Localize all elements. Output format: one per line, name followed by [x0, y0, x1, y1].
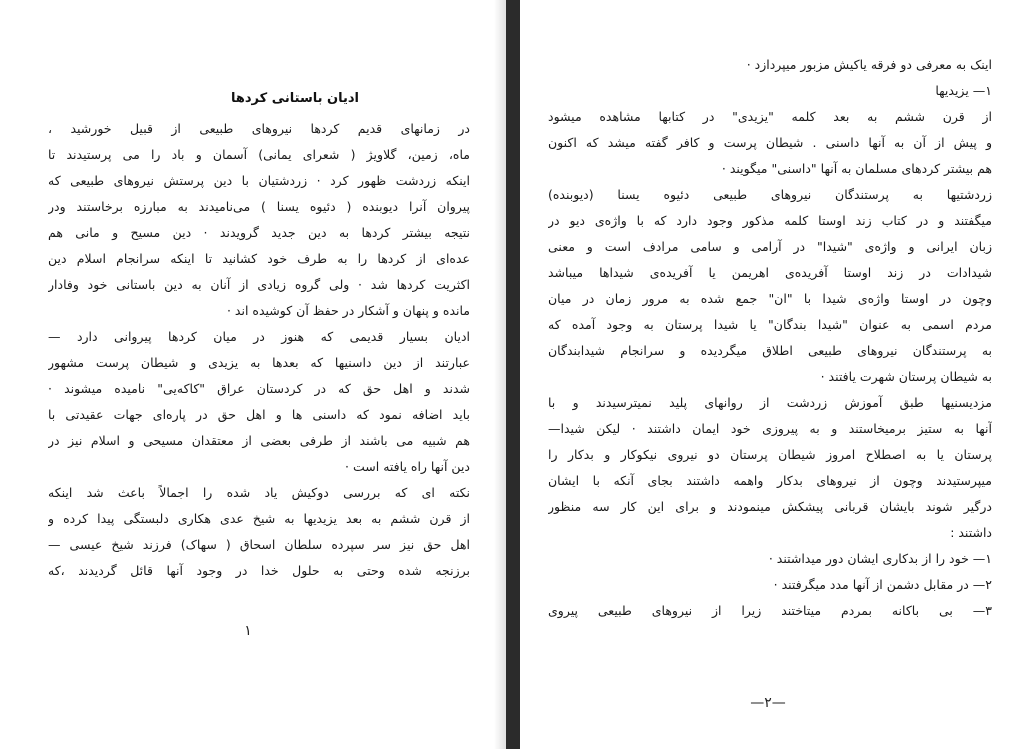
text-line: اینک به معرفی دو فرقه یاکیش مزبور میپردازد · — [746, 57, 992, 72]
text-line: عده‌ای از کردها را به طرف خود کشانید تا اینکه سرانجام اسلام دین — [48, 251, 470, 266]
chapter-title: ادیان باستانی کردها — [230, 91, 360, 106]
text-line: و پیش از آن به آنها داسنی . شیطان پرست و کافر گفته میشد که اکنون — [548, 135, 992, 150]
gutter-shadow — [494, 0, 506, 749]
text-line: میگفتند و در کتاب زند اوستا کلمه مذکور وجود دارد که با واژه‌ی دیو در — [548, 213, 992, 228]
text-line: مانده و پنهان و آشکار در حفظ آن کوشیده اند · — [226, 303, 470, 318]
text-line: شدند و اهل حق که در کردستان عراق "کاکه‌یی" نامیده میشوند · — [48, 381, 470, 396]
text-line: میپرستیدند وچون از نیروهای بدکار واهمه داشتند بجای آنکه با ایشان — [548, 473, 992, 488]
text-line: از قرن ششم به بعد یزیدیها به شیخ عدی هکاری دلبستگی پیدا کرده و — [48, 511, 470, 526]
text-line: اهل حق نیز سر سپرده سلطان اسحاق ( سهاک) فرزند شیخ عیسی — — [48, 537, 470, 552]
text-line: هم شبیه می باشند از طرفی بعضی از معتقدان مسیحی و اسلام نیز در — [48, 433, 470, 448]
text-line: اینکه زردشت ظهور کرد · زردشتیان با دین پرستش نیروهای طبیعی که — [48, 173, 470, 188]
text-line: وچون در اوستا واژه‌ی شیدا با "ان" جمع شده به مرور زمان در میان — [548, 291, 992, 306]
text-line: درگیر شوند بایشان قربانی پیشکش مینمودند و برای این کار سه منظور — [548, 499, 992, 514]
right-page-body — [548, 52, 992, 624]
right-page — [520, 0, 1024, 749]
list-item: ۱— خود را از بدکاری ایشان دور میداشتند · — [768, 551, 992, 566]
text-line: به پرستندگان نیروهای طبیعی اطلاق میگردیده و سرانجام شیدابندگان — [548, 343, 992, 358]
text-line: عبارتند از دین داسنیها که بعدها به یزیدی و شیطان پرست مشهور — [48, 355, 470, 370]
left-page — [0, 0, 506, 749]
text-line: آنها به ستیز برمیخاستند و به پیروزی خود ایمان داشتند · لیکن شیدا— — [548, 421, 992, 436]
text-line: اکثریت کردها شد · ولی گروه زیادی از آنان به دین باستانی خود وفادار — [48, 277, 470, 292]
text-line: دین آنها راه یافته است · — [345, 459, 470, 474]
text-line: هم بیشتر کردهای مسلمان به آنها "داسنی" میگویند · — [721, 161, 992, 176]
text-line: مزدیسنیها طبق آموزش زردشت از روانهای پلید نمیترسیدند و با — [548, 395, 992, 410]
text-line: ماه، زمین، گلاویژ ( شعرای یمانی) آسمان و باد را می پرستیدند تا — [48, 147, 470, 162]
text-line: زبان ایرانی و واژه‌ی "شیدا" در آرامی و سامی مرادف است و معنی — [548, 239, 992, 254]
text-line: مردم اسمی به عنوان "شیدا بندگان" یا شیدا پرستان به وجود آمده که — [548, 317, 992, 332]
text-line: ادیان بسیار قدیمی که هنوز در میان کردها پیروانی دارد — — [48, 329, 470, 344]
text-line: نکته ای که بررسی دوکیش یاد شده را اجمالاً باعث شد اینکه — [48, 485, 470, 500]
list-item: ۳— بی باکانه بمردم میتاختند زیرا از نیروهای طبیعی پیروی — [548, 603, 992, 618]
text-line: برزنجه شده وحتی به حلول خدا در وجود آنها قائل گردیدند ،که — [48, 563, 470, 578]
text-line: از قرن ششم به بعد کلمه "یزیدی" در کتابها مشاهده میشود — [548, 109, 992, 124]
section-heading: ۱— یزیدیها — [935, 83, 992, 98]
text-line: باید اضافه نمود که داسنی ها و اهل حق در پاره‌ای جهات عقیدتی با — [48, 407, 470, 422]
text-line: نتیجه بیشتر کردها به دین جدید گرویدند · دین مسیح و مانی هم — [48, 225, 470, 240]
page-number: —۲— — [750, 695, 786, 711]
page-number: ۱ — [244, 623, 252, 639]
left-page-body — [48, 116, 470, 584]
list-item: ۲— در مقابل دشمن از آنها مدد میگرفتند · — [773, 577, 992, 592]
book-gutter — [506, 0, 520, 749]
text-line: زردشتیها به پرستندگان نیروهای طبیعی دئیوه یسنا (دیوبنده) — [548, 187, 992, 202]
text-line: پیروان آنرا دیوبنده ( دئیوه یسنا ) می‌نامیدند به مبارزه برخاستند ودر — [48, 199, 470, 214]
text-line: پرستان یا به اصطلاح امروز شیطان پرستان دو نیروی نیکوکار و بدکار را — [548, 447, 992, 462]
text-line: در زمانهای قدیم کردها نیروهای طبیعی از قبیل خورشید ، — [48, 121, 470, 136]
text-line: به شیطان پرستان شهرت یافتند · — [820, 369, 992, 384]
text-line: شیدادات در زند اوستا آفریده‌ی اهریمن یا آفریده‌ی شیداها میباشد — [548, 265, 992, 280]
text-line: داشتند : — [950, 525, 992, 540]
